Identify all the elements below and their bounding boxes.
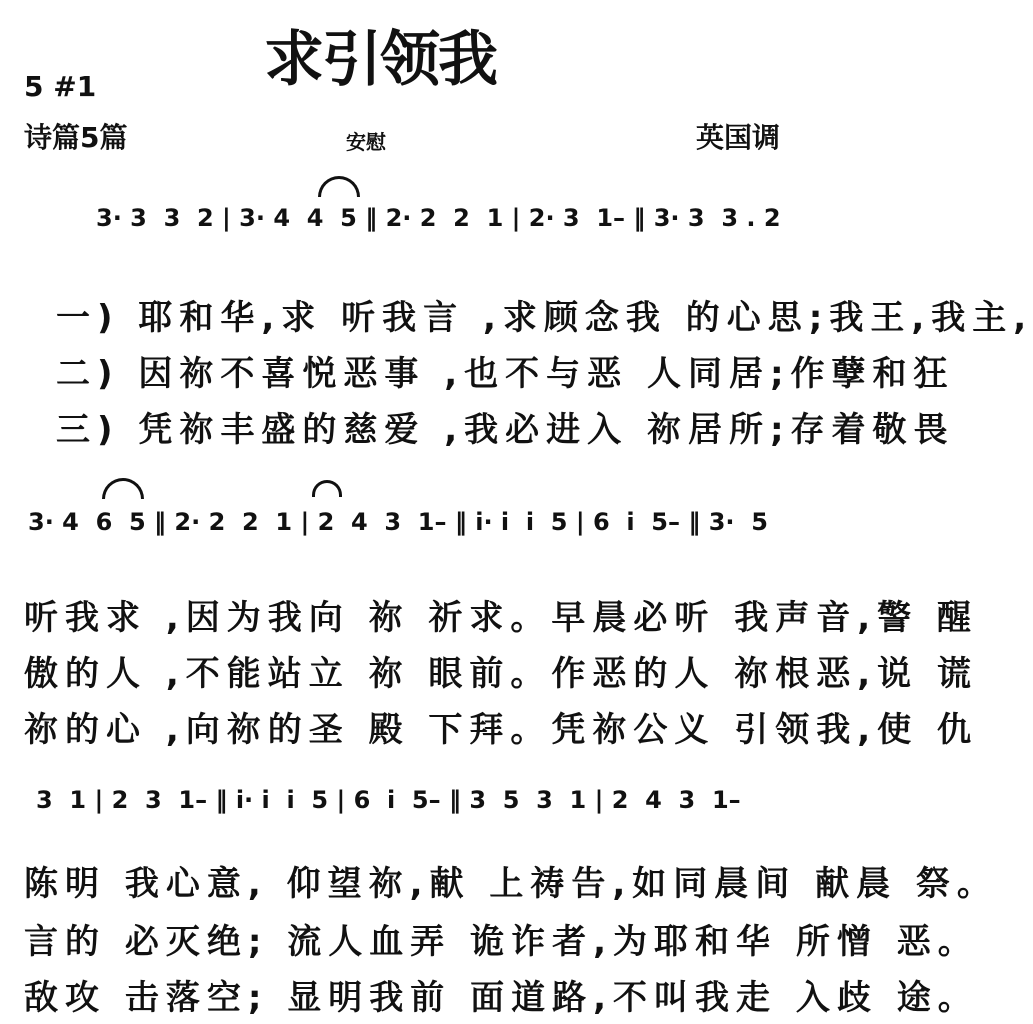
lyric-verse-1-line-1: 一) 耶和华,求 听我言 ,求顾念我 的心思;我王,我主, [56, 298, 1033, 338]
lyric-verse-3-line-3: 敌攻 击落空; 显明我前 面道路,不叫我走 入歧 途。 [24, 978, 979, 1018]
notation-line-3 [36, 778, 788, 822]
lyric-verse-2-line-3: 言的 必灭绝; 流人血弄 诡诈者,为耶和华 所憎 恶。 [24, 922, 979, 962]
lyric-verse-3-line-2: 祢的心 ,向祢的圣 殿 下拜。凭祢公义 引领我,使 仇 [24, 710, 979, 750]
tie-mark [102, 478, 144, 499]
numbered-notation: 3· 3 3 2 | 3· 4 4 5 ‖ 2· 2 2 1 | 2· 3 1– ‖ 3· 3 3 . 2 [96, 204, 781, 232]
tie-mark [312, 480, 342, 497]
numbered-notation: 3· 4 6 5 ‖ 2· 2 2 1 | 2 4 3 1– ‖ i· i i 5 | 6 i 5– ‖ 3· 5 [28, 508, 768, 536]
tune-name: 英国调 [696, 121, 781, 154]
hymn-number: 5 #1 [24, 70, 97, 103]
tie-mark [318, 176, 360, 197]
hymn-title: 求引领我 [264, 25, 496, 95]
notation-line-2 [28, 500, 788, 544]
lyric-verse-1-line-2: 听我求 ,因为我向 祢 祈求。早晨必听 我声音,警 醒 [24, 598, 979, 638]
lyric-verse-2-line-2: 傲的人 ,不能站立 祢 眼前。作恶的人 祢根恶,说 谎 [24, 654, 979, 694]
lyric-verse-1-line-3: 陈明 我心意, 仰望祢,献 上祷告,如同晨间 献晨 祭。 [24, 864, 998, 904]
notation-line-1 [96, 196, 786, 240]
psalm-reference: 诗篇5篇 [24, 121, 128, 154]
hymn-theme: 安慰 [346, 130, 386, 154]
lyric-verse-2-line-1: 二) 因祢不喜悦恶事 ,也不与恶 人同居;作孽和狂 [56, 354, 955, 394]
lyric-verse-3-line-1: 三) 凭祢丰盛的慈爱 ,我必进入 祢居所;存着敬畏 [56, 410, 955, 450]
numbered-notation: 3 1 | 2 3 1– ‖ i· i i 5 | 6 i 5– ‖ 3 5 3 1 | 2 4 3 1– [36, 786, 741, 814]
